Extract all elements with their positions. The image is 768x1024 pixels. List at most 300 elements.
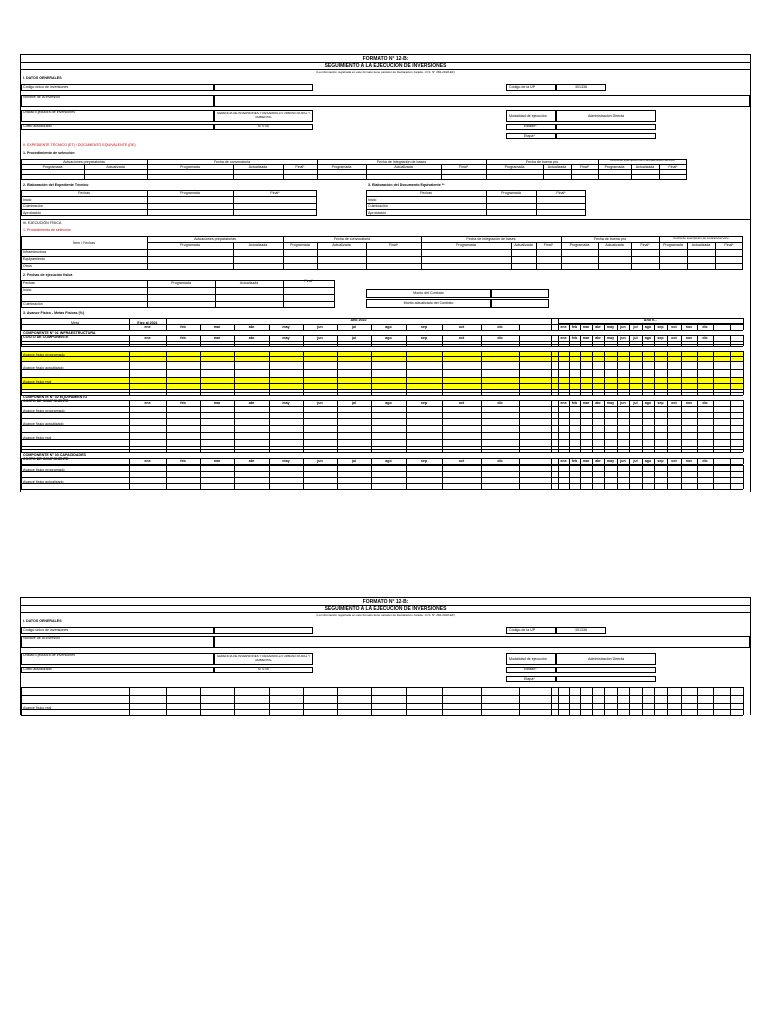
month-header: ago	[385, 336, 392, 340]
grid-line	[743, 446, 744, 452]
grid-line	[713, 351, 714, 361]
section-datos-generales: I. DATOS GENERALES	[23, 76, 62, 80]
grid-line	[592, 324, 593, 330]
month-header: abr	[248, 401, 255, 405]
grid-line	[406, 418, 407, 432]
month-header-n: ene	[560, 325, 567, 329]
grid-line	[730, 477, 731, 489]
grid-line	[519, 418, 520, 432]
monto-actualizado-field[interactable]	[491, 299, 549, 308]
estado-label: Estado*	[524, 124, 537, 128]
grid-line	[481, 432, 482, 446]
grid-line	[442, 341, 443, 346]
grid-line	[629, 465, 630, 477]
grid-line	[442, 687, 443, 703]
month-header-n: may	[606, 459, 615, 463]
grid-line	[406, 341, 407, 346]
grid-line	[713, 446, 714, 452]
codigo-up-label: Código de la UP	[509, 85, 536, 89]
month-header: feb	[180, 336, 186, 340]
grid-line	[337, 477, 338, 489]
grid-line	[481, 341, 482, 346]
grid-line	[743, 477, 744, 489]
nombre-field[interactable]	[214, 95, 750, 107]
col-programada: Programada	[456, 243, 476, 247]
grid-line	[617, 361, 618, 377]
month-header: oct	[458, 459, 465, 463]
grid-line	[681, 477, 682, 489]
codigo-unico-field[interactable]	[214, 84, 313, 91]
grid-line	[481, 389, 482, 395]
month-header-n: ene	[560, 459, 567, 463]
unidad-ejecutora-value-2: GERENCIA DE INVERSIONES Y DESARROLLO URBANO RURAL Y AMBIENTAL	[216, 654, 311, 662]
grid-line	[580, 324, 581, 330]
grid-line	[269, 406, 270, 418]
month-header: jun	[317, 459, 323, 463]
month-header: mar	[213, 459, 221, 463]
estado-field[interactable]	[556, 124, 656, 130]
grid-line	[551, 418, 552, 432]
estado-field-2[interactable]	[556, 667, 656, 673]
grid-line	[303, 703, 304, 715]
grid-line	[21, 389, 22, 395]
grid-line	[442, 377, 443, 389]
component-cost: COSTO DE COMPONENTE	[23, 399, 69, 403]
grid-line	[604, 377, 605, 389]
nombre-label: Nombre de la inversión	[23, 95, 60, 99]
grid-line	[481, 351, 482, 361]
grid-line	[303, 465, 304, 477]
grid-line	[269, 377, 270, 389]
grid-line	[743, 703, 744, 715]
month-header: jul	[351, 401, 357, 405]
fis-buena-pro-header: Fecha de buena pro	[593, 237, 627, 241]
grid-line	[371, 703, 372, 715]
grid-line	[580, 477, 581, 489]
grid-line	[129, 361, 130, 377]
grid-line	[200, 418, 201, 432]
modalidad-label: Modalidad de ejecución	[509, 114, 547, 118]
grid-line	[166, 687, 167, 703]
grid-line	[629, 406, 630, 418]
grid-line	[654, 432, 655, 446]
grid-line	[406, 324, 407, 330]
grid-line	[442, 418, 443, 432]
month-header: dic	[497, 336, 503, 340]
grid-line	[234, 324, 235, 330]
form-title-2: FORMATO N° 12-B:	[362, 599, 409, 605]
grid-line	[371, 418, 372, 432]
grid-line	[713, 432, 714, 446]
month-header-n: mar	[582, 325, 590, 329]
grid-line	[580, 703, 581, 715]
month-header-n: ene	[560, 401, 567, 405]
month-header-n: jun	[620, 401, 626, 405]
grid-line	[269, 446, 270, 452]
grid-line	[234, 465, 235, 477]
de-final-header: Final*	[556, 191, 566, 195]
grid-line	[21, 452, 743, 453]
grid-line	[519, 361, 520, 377]
col-final: Final*	[640, 243, 650, 247]
grid-line	[730, 418, 731, 432]
col-programada: Programada	[42, 165, 63, 169]
grid-line	[481, 406, 482, 418]
elab-et-label: 2. Elaboración del Expediente Técnico	[23, 183, 89, 187]
grid-line	[730, 341, 731, 346]
grid-line	[21, 715, 743, 716]
grid-line	[406, 432, 407, 446]
grid-line	[519, 432, 520, 446]
month-header: sep	[420, 459, 428, 463]
grid-line	[442, 324, 443, 330]
grid-line	[580, 389, 581, 395]
month-header-n: feb	[571, 401, 578, 405]
month-header-n: abr	[595, 459, 601, 463]
grid-line	[629, 432, 630, 446]
codigo-unico-field-2[interactable]	[214, 627, 313, 634]
grid-line	[654, 406, 655, 418]
et-culminacion: Culminación	[23, 204, 43, 208]
grid-line	[743, 341, 744, 346]
grid-line	[269, 687, 270, 703]
month-header: may	[282, 459, 290, 463]
grid-line	[558, 703, 559, 715]
grid-line	[303, 361, 304, 377]
grid-line	[303, 389, 304, 395]
grid-line	[743, 418, 744, 432]
grid-line	[642, 418, 643, 432]
grid-line	[681, 361, 682, 377]
grid-line	[269, 361, 270, 377]
grid-line	[519, 703, 520, 715]
col-programada: Programada	[663, 243, 683, 247]
grid-line	[337, 465, 338, 477]
de-culminacion: Culminación	[368, 204, 388, 208]
grid-line	[629, 703, 630, 715]
grid-line	[166, 324, 167, 330]
grid-line	[371, 389, 372, 395]
grid-line	[681, 377, 682, 389]
grid-line	[269, 324, 270, 330]
grid-line	[642, 341, 643, 346]
et-fechas-header: Fechas	[78, 191, 90, 195]
grid-line	[617, 465, 618, 477]
row-equipamiento: Equipamiento	[23, 257, 45, 261]
grid-line	[166, 351, 167, 361]
grid-line	[667, 703, 668, 715]
grid-line	[303, 458, 304, 464]
grid-line	[604, 703, 605, 715]
grid-line	[371, 477, 372, 489]
grid-line	[269, 432, 270, 446]
grid-line	[713, 687, 714, 703]
grid-line	[569, 703, 570, 715]
grid-line	[713, 703, 714, 715]
grid-line	[558, 389, 559, 395]
grid-line	[551, 341, 552, 346]
grid-line	[730, 389, 731, 395]
grid-line	[337, 432, 338, 446]
grid-line	[654, 687, 655, 703]
month-header: mar	[213, 336, 221, 340]
grid-line	[629, 477, 630, 489]
grid-line	[303, 432, 304, 446]
grid-line	[166, 341, 167, 346]
grid-line	[558, 324, 559, 330]
grid-line	[654, 465, 655, 477]
grid-line	[558, 477, 559, 489]
month-header-n: sep	[657, 459, 664, 463]
month-header: mar	[213, 325, 221, 329]
grid-line	[303, 341, 304, 346]
ejec-culminacion: Culminación	[23, 302, 43, 306]
grid-line	[569, 418, 570, 432]
grid-line	[337, 341, 338, 346]
grid-line	[697, 361, 698, 377]
grid-line	[604, 432, 605, 446]
component-title: COMPONENTE N° 03 CAPACIDADES	[23, 453, 86, 457]
row-label: Avance físico programado	[23, 468, 65, 472]
grid-line	[629, 377, 630, 389]
grid-line	[667, 377, 668, 389]
grid-line	[667, 687, 668, 703]
monto-contrato-field[interactable]	[491, 289, 549, 298]
grid-line	[558, 361, 559, 377]
month-header-n: may	[606, 401, 615, 405]
grid-line	[303, 351, 304, 361]
grid-line	[303, 418, 304, 432]
month-header: feb	[180, 325, 186, 329]
month-header-n: ago	[644, 459, 652, 463]
fis-actuaciones-header: Actuaciones preparatorias	[194, 237, 236, 241]
grid-line	[667, 406, 668, 418]
month-header-n: dic	[702, 459, 708, 463]
month-header-n: ago	[644, 325, 652, 329]
etapa-field[interactable]	[556, 133, 656, 139]
grid-line	[617, 703, 618, 715]
grid-line	[234, 389, 235, 395]
grid-line	[551, 361, 552, 377]
grid-line	[234, 361, 235, 377]
grid-line	[519, 377, 520, 389]
section-datos-generales-2: I. DATOS GENERALES	[23, 619, 62, 623]
month-header-n: oct	[671, 459, 677, 463]
form-subtitle-2: SEGUIMIENTO A LA EJECUCIÓN DE INVERSIONES	[324, 606, 447, 612]
grid-line	[681, 324, 682, 330]
suscripcion-header: Fecha de suscripción del contrato/orden servicio	[610, 158, 675, 162]
grid-line	[234, 458, 235, 464]
de-fechas-header: Fechas	[420, 191, 432, 195]
et-programada-header: Programada	[180, 191, 200, 195]
col-programada: Programada	[331, 165, 352, 169]
grid-line	[558, 377, 559, 389]
grid-line	[681, 389, 682, 395]
grid-line	[21, 489, 743, 490]
grid-line	[730, 687, 731, 703]
grid-line	[551, 389, 552, 395]
grid-line	[681, 406, 682, 418]
grid-line	[592, 341, 593, 346]
grid-line	[730, 351, 731, 361]
grid-line	[730, 432, 731, 446]
grid-line	[481, 465, 482, 477]
row-label: Avance físico actualizado	[23, 480, 64, 484]
grid-line	[442, 361, 443, 377]
grid-line	[481, 458, 482, 464]
grid-line	[580, 361, 581, 377]
grid-line	[129, 418, 130, 432]
grid-line	[604, 446, 605, 452]
grid-line	[642, 377, 643, 389]
codigo-unico-label: Código único de inversiones	[23, 85, 69, 89]
grid-line	[551, 432, 552, 446]
grid-line	[558, 418, 559, 432]
etapa-field-2[interactable]	[556, 676, 656, 682]
codigo-up-value: 301336	[575, 85, 587, 89]
month-header-n: nov	[685, 401, 693, 405]
month-header-n: jul	[633, 401, 638, 405]
month-header-n: dic	[702, 401, 708, 405]
form-note: (La información registrada en este formato tiene carácter de Declaración Jurada - D.S. N° 284-2018-EF)	[316, 70, 455, 74]
grid-line	[371, 465, 372, 477]
grid-line	[303, 446, 304, 452]
grid-line	[519, 351, 520, 361]
grid-line	[303, 406, 304, 418]
grid-line	[667, 341, 668, 346]
grid-line	[200, 324, 201, 330]
grid-line	[269, 458, 270, 464]
grid-line	[406, 389, 407, 395]
month-header-n: oct	[671, 325, 677, 329]
grid-line	[697, 458, 698, 464]
col-actualizada: Actualizada	[635, 165, 655, 169]
col-actualizada: Actualizada	[248, 243, 268, 247]
grid-line	[21, 324, 22, 330]
grid-line	[558, 458, 559, 464]
costo-label: Costo actualizado	[23, 124, 52, 128]
grid-line	[21, 477, 22, 489]
form-note-2: (La información registrada en este formato tiene carácter de Declaración Jurada - D.S. N° 284-2018-EF)	[316, 613, 455, 617]
grid-line	[442, 458, 443, 464]
grid-line	[166, 477, 167, 489]
row-infraestructura: Infraestructura	[23, 250, 47, 254]
month-header: may	[282, 336, 290, 340]
buena-pro-header: Fecha de buena pro	[525, 160, 559, 164]
grid-line	[667, 477, 668, 489]
grid-line	[592, 477, 593, 489]
month-header-n: jun	[620, 459, 626, 463]
grid-line	[406, 377, 407, 389]
grid-line	[592, 458, 593, 464]
grid-line	[269, 351, 270, 361]
col-final: Final*	[388, 243, 399, 247]
grid-line	[519, 477, 520, 489]
nombre-field-2[interactable]	[214, 636, 750, 648]
procedimiento-label: 1. Procedimiento de selección	[23, 151, 75, 155]
grid-line	[481, 418, 482, 432]
grid-line	[519, 687, 520, 703]
fis-convocatoria-header: Fecha de convocatoria	[333, 237, 371, 241]
grid-line	[337, 687, 338, 703]
grid-line	[200, 458, 201, 464]
grid-line	[166, 406, 167, 418]
grid-line	[629, 446, 630, 452]
col-final: Final*	[579, 165, 590, 169]
col-programada: Programada	[180, 165, 200, 169]
row-label: Avance físico real	[23, 706, 52, 710]
grid-line	[129, 406, 130, 418]
grid-line	[629, 361, 630, 377]
row-label: Avance físico real	[23, 436, 52, 440]
grid-line	[200, 477, 201, 489]
modalidad-value: Administración Directa	[588, 114, 624, 118]
month-header: ene	[144, 401, 151, 405]
ejec-2021-header: Ejec al 2021	[137, 321, 158, 325]
grid-line	[371, 446, 372, 452]
row-label: Avance físico real	[23, 380, 52, 384]
grid-line	[697, 377, 698, 389]
grid-line	[371, 351, 372, 361]
grid-line	[697, 432, 698, 446]
grid-line	[442, 465, 443, 477]
grid-line	[234, 477, 235, 489]
grid-line	[654, 389, 655, 395]
grid-line	[371, 687, 372, 703]
elab-de-label: 3. Elaboración del Documento Equivalente **	[368, 183, 445, 187]
grid-line	[551, 465, 552, 477]
grid-line	[697, 418, 698, 432]
grid-line	[200, 351, 201, 361]
grid-line	[129, 477, 130, 489]
col-final: Final*	[724, 243, 734, 247]
col-programada: Programada	[290, 243, 310, 247]
grid-line	[654, 418, 655, 432]
col-actualizada: Actualizada	[332, 243, 351, 247]
grid-line	[697, 406, 698, 418]
grid-line	[592, 446, 593, 452]
grid-line	[604, 687, 605, 703]
grid-line	[604, 477, 605, 489]
grid-line	[730, 458, 731, 464]
grid-line	[234, 703, 235, 715]
month-header-n: abr	[595, 325, 601, 329]
month-header-n: sep	[657, 401, 664, 405]
grid-line	[406, 465, 407, 477]
grid-line	[592, 377, 593, 389]
grid-line	[654, 446, 655, 452]
grid-line	[580, 377, 581, 389]
grid-line	[592, 687, 593, 703]
codigo-up-value-2: 301336	[575, 628, 587, 632]
grid-line	[21, 458, 22, 464]
grid-line	[21, 406, 22, 418]
grid-line	[713, 458, 714, 464]
grid-line	[592, 432, 593, 446]
grid-line	[713, 465, 714, 477]
grid-line	[617, 341, 618, 346]
month-header-n: feb	[571, 336, 578, 340]
grid-line	[551, 406, 552, 418]
grid-line	[129, 432, 130, 446]
month-header-n: jun	[620, 336, 626, 340]
grid-line	[730, 446, 731, 452]
grid-line	[481, 687, 482, 703]
grid-line	[21, 687, 22, 703]
grid-line	[697, 351, 698, 361]
component-cost: COSTO DE COMPONENTE	[23, 457, 69, 461]
grid-line	[580, 458, 581, 464]
